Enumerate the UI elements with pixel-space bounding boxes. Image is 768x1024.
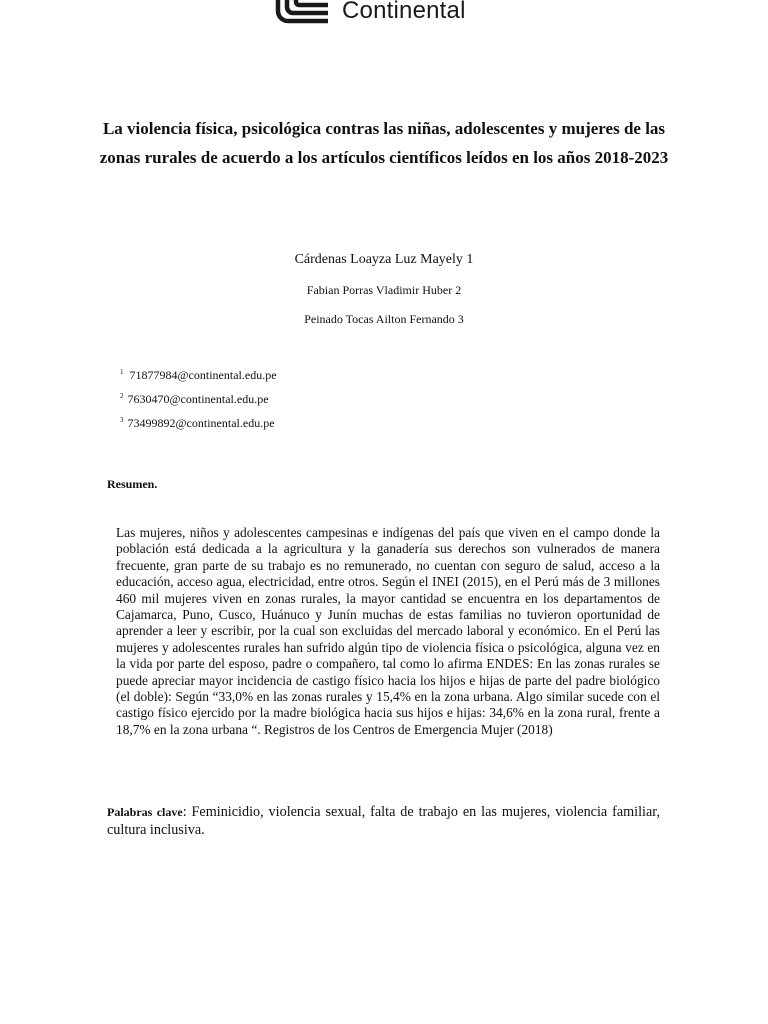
author-emails — [120, 362, 277, 434]
author-name: Fabian Porras Vladimir Huber 2 — [306, 283, 462, 297]
email-line — [120, 410, 277, 434]
email-address[interactable]: 71877984@continental.edu.pe — [129, 368, 277, 382]
email-marker: 3 — [120, 416, 124, 424]
keywords-label: Palabras clave — [107, 805, 183, 819]
email-line — [120, 362, 277, 386]
keywords-text: : Feminicidio, violencia sexual, falta de trabajo en las mujeres, violencia familiar, cultura inclusiva. — [107, 804, 660, 838]
author-name: Peinado Tocas Ailton Fernando 3 — [304, 312, 464, 326]
author-name: Cárdenas Loayza Luz Mayely 1 — [294, 252, 474, 267]
email-marker: 1 — [120, 368, 124, 376]
abstract-heading: Resumen. — [107, 477, 158, 491]
email-address[interactable]: 73499892@continental.edu.pe — [127, 416, 275, 430]
email-marker: 2 — [120, 392, 124, 400]
university-logo — [274, 0, 466, 28]
keywords-paragraph — [107, 803, 660, 839]
abstract-text: Las mujeres, niños y adolescentes campesinas e indígenas del país que viven en el campo donde la población está dedicada a la agricultura y la ganadería sus derechos son vulnerados de manera frecuente, gran parte de su trabajo es no remunerado, no cuentan con seguro de salud, acceso a la educación, acceso agua, electricidad, entre otros. Según el INEI (2015), en el Perú más de 3 millones 460 mil mujeres viven en zonas rurales, la mayor cantidad se encuentra en los departamentos de Cajamarca, Puno, Cusco, Huánuco y Junín muchas de estas familias no tuvieron oportunidad de aprender a leer y escribir, por la cual son excluidas del mercado laboral y económico. En el Perú las mujeres y adolescentes rurales han sufrido algún tipo de violencia física o psicológica, alguna vez en la vida por parte del esposo, padre o compañero, tal como lo afirma ENDES: En las zonas rurales se puede apreciar mayor incidencia de castigo físico hacia los hijos e hijas de parte del padre biológico (el doble): Según “33,0% en las zonas rurales y 15,4% en la zona urbana. Algo similar sucede con el castigo físico ejercido por la madre biológica hacia sus hijos e hijas: 34,6% en la zona rural, frente a 18,7% en la zona urbana “. Registros de los Centros de Emergencia Mujer (2018) — [116, 525, 660, 737]
email-address[interactable]: 7630470@continental.edu.pe — [127, 392, 269, 406]
paper-title: La violencia física, psicológica contras las niñas, adolescentes y mujeres de las zonas rurales de acuerdo a los artículos científicos leídos en los años 2018-2023 — [99, 119, 669, 167]
logo-text: Continental — [342, 0, 466, 24]
email-line — [120, 386, 277, 410]
continental-logo-mark-icon — [274, 0, 332, 25]
author-list — [0, 251, 768, 327]
